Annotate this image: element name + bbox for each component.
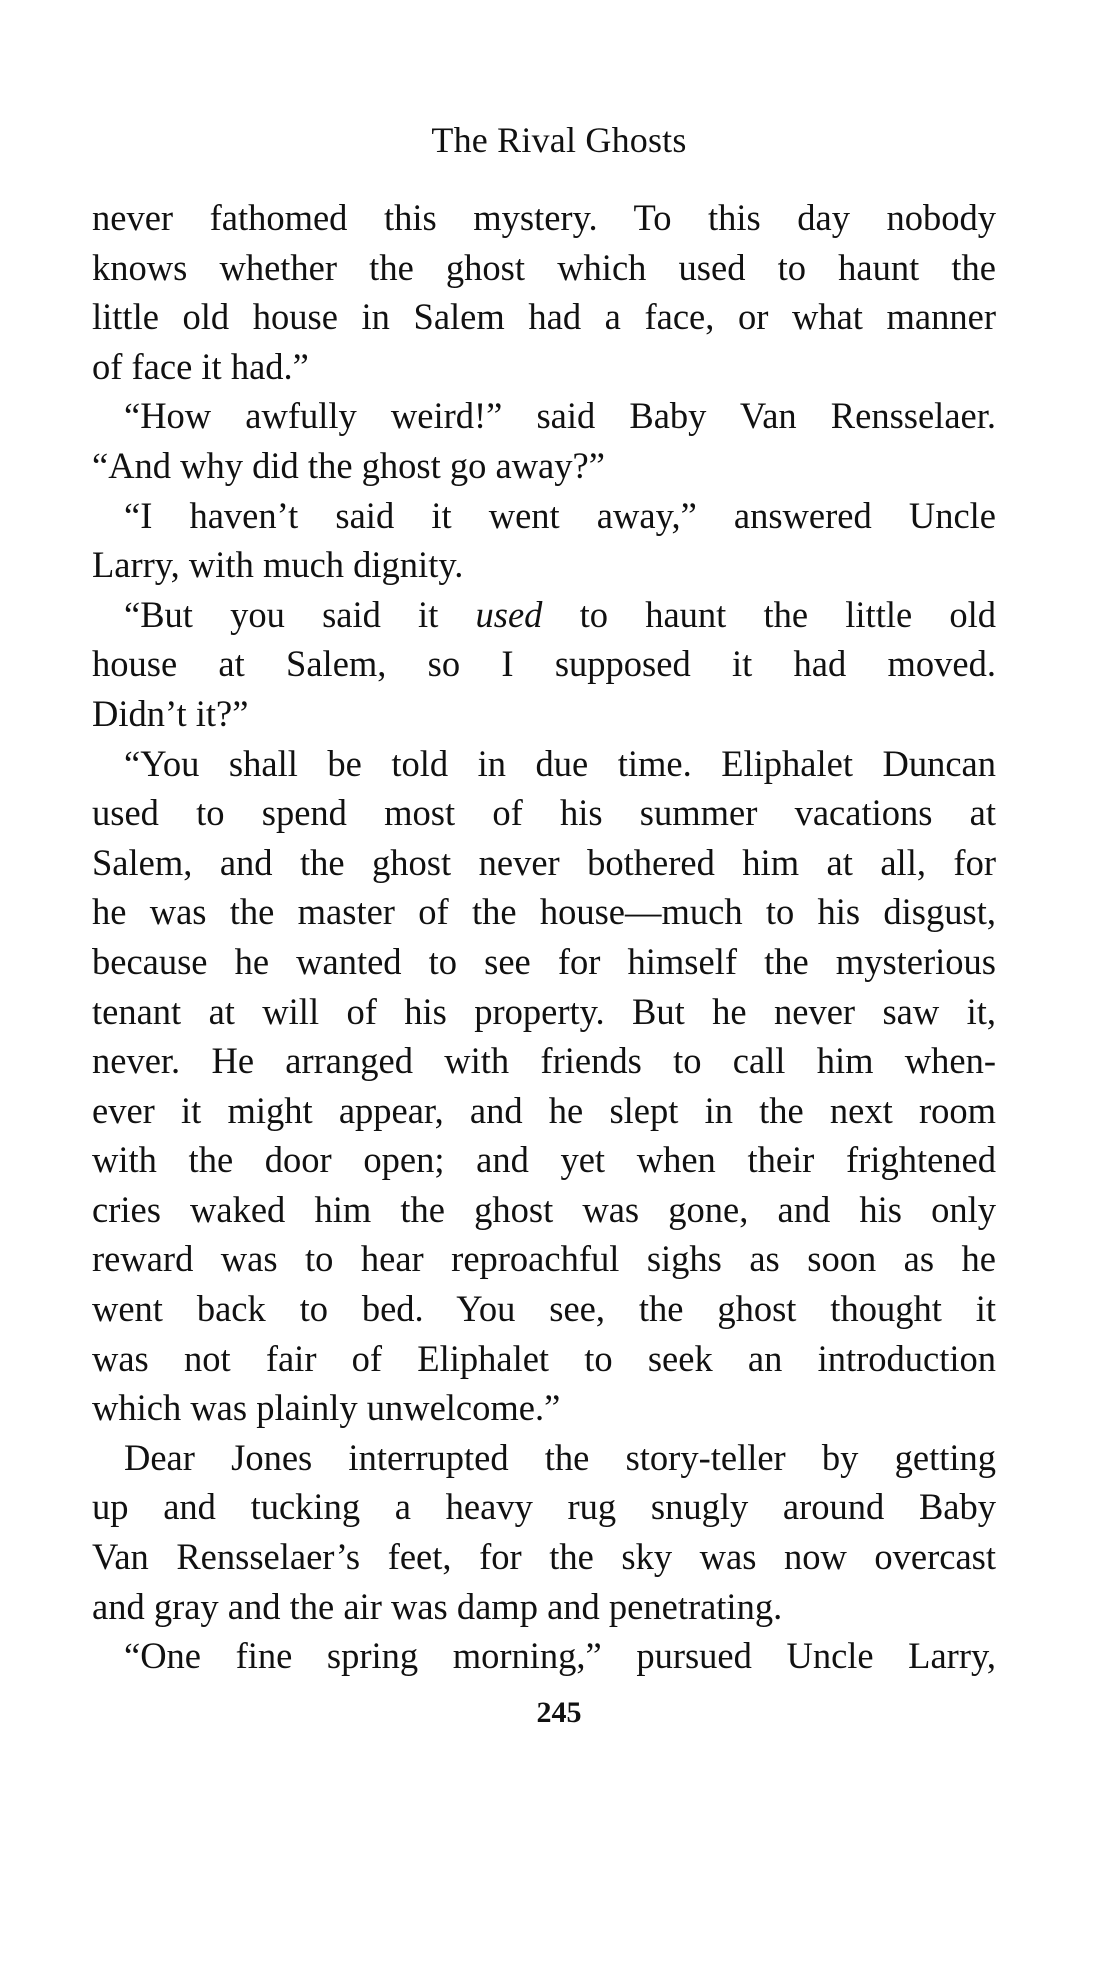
body-text (92, 193, 996, 1681)
text-line: was not fair of Eliphalet to seek an introduction (92, 1337, 996, 1379)
text-line: of face it had.” (92, 345, 309, 387)
text-line: Larry, with much dignity. (92, 544, 464, 586)
text-line: cries waked him the ghost was gone, and his only (92, 1188, 996, 1230)
text-line: “One fine spring morning,” pursued Uncle Larry, (124, 1635, 996, 1677)
text-line: “You shall be told in due time. Eliphalet Duncan (124, 742, 996, 784)
text-line: and gray and the air was damp and penetrating. (92, 1585, 783, 1627)
text-line: never fathomed this mystery. To this day nobody (92, 197, 996, 238)
text-line: he was the master of the house—much to his disgust, (92, 891, 996, 933)
text-line: “How awfully weird!” said Baby Van Rensselaer. (124, 395, 996, 437)
text-line: never. He arranged with friends to call him when- (92, 1040, 996, 1082)
text-line: went back to bed. You see, the ghost thought it (92, 1288, 996, 1330)
text-segment: to haunt the little old (542, 593, 997, 635)
text-line: little old house in Salem had a face, or what manner (92, 296, 996, 338)
text-line: ever it might appear, and he slept in the next room (92, 1089, 996, 1131)
text-line: reward was to hear reproachful sighs as soon as he (92, 1238, 996, 1280)
text-line: “I haven’t said it went away,” answered Uncle (124, 494, 996, 536)
text-line: house at Salem, so I supposed it had moved. (92, 643, 996, 685)
italic-word: used (475, 593, 543, 635)
text-line: which was plainly unwelcome.” (92, 1387, 561, 1429)
text-line: Salem, and the ghost never bothered him at all, for (92, 841, 996, 883)
text-line: Dear Jones interrupted the story-teller by getting (124, 1436, 996, 1478)
text-line: up and tucking a heavy rug snugly around Baby (92, 1486, 996, 1528)
text-line: Van Rensselaer’s feet, for the sky was now overcast (92, 1536, 996, 1578)
text-segment: “But you said it (124, 593, 476, 635)
text-line: “And why did the ghost go away?” (92, 444, 605, 486)
running-head-title: The Rival Ghosts (431, 120, 687, 160)
text-line: used to spend most of his summer vacations at (92, 792, 996, 834)
text-line: with the door open; and yet when their frightened (92, 1139, 996, 1181)
text-line: knows whether the ghost which used to haunt the (92, 246, 996, 288)
text-line: because he wanted to see for himself the mysterious (92, 940, 996, 982)
text-line: Didn’t it?” (92, 692, 249, 734)
page-number: 245 (536, 1696, 582, 1729)
text-line: tenant at will of his property. But he never saw it, (92, 990, 996, 1032)
text-line-with-italic (92, 590, 996, 640)
